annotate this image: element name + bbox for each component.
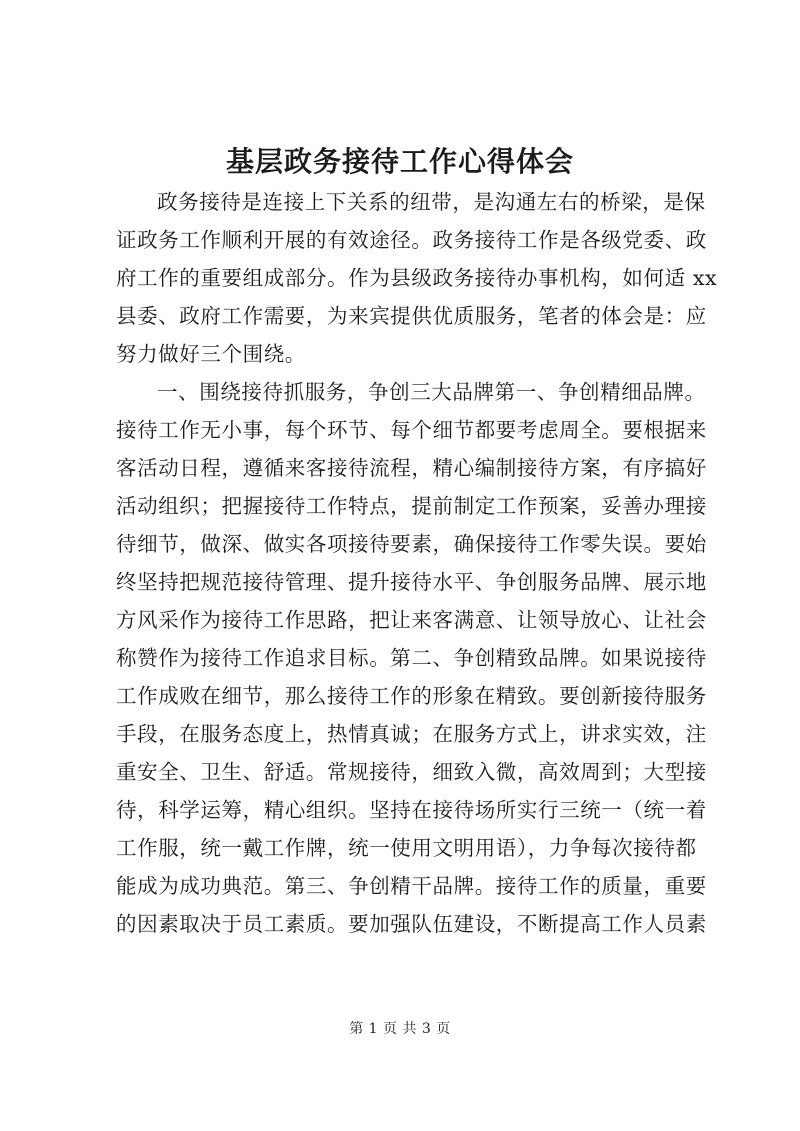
text-line: 努力做好三个围绕。 [116, 342, 306, 366]
text-line: 工作成败在细节，那么接待工作的形象在精致。要创新接待服务 [116, 684, 707, 708]
text-line: 活动组织；把握接待工作特点，提前制定工作预案，妥善办理接 [116, 494, 707, 518]
text-line: 称赞作为接待工作追求目标。第二、争创精致品牌。如果说接待 [116, 646, 707, 670]
text-line: 终坚持把规范接待管理、提升接待水平、争创服务品牌、展示地 [116, 570, 707, 594]
text-line: 方风采作为接待工作思路，把让来客满意、让领导放心、让社会 [116, 608, 707, 632]
text-line: 工作服，统一戴工作牌，统一使用文明用语），力争每次接待都 [116, 836, 697, 860]
text-line: 县委、政府工作需要，为来宾提供优质服务，笔者的体会是：应 [116, 304, 707, 328]
text-line: 能成为成功典范。第三、争创精干品牌。接待工作的质量，重要 [116, 874, 707, 898]
text-line: 的因素取决于员工素质。要加强队伍建设，不断提高工作人员素 [116, 912, 707, 936]
text-line: 证政务工作顺利开展的有效途径。政务接待工作是各级党委、政 [116, 228, 707, 252]
document-body [116, 183, 718, 943]
text-line: 客活动日程，遵循来客接待流程，精心编制接待方案，有序搞好 [116, 456, 707, 480]
text-line: 府工作的重要组成部分。作为县级政务接待办事机构，如何适 xx [116, 266, 718, 290]
text-line: 待细节，做深、做实各项接待要素，确保接待工作零失误。要始 [116, 532, 707, 556]
page-footer: 第 1 页 共 3 页 [349, 1021, 451, 1037]
text-line: 手段，在服务态度上，热情真诚；在服务方式上，讲求实效，注 [116, 722, 707, 746]
text-line: 重安全、卫生、舒适。常规接待，细致入微，高效周到；大型接 [116, 760, 707, 784]
text-line: 政务接待是连接上下关系的纽带，是沟通左右的桥梁，是保 [157, 190, 706, 214]
document-title: 基层政务接待工作心得体会 [225, 145, 574, 178]
text-line: 一、围绕接待抓服务，争创三大品牌第一、争创精细品牌。 [157, 380, 706, 404]
text-line: 待，科学运筹，精心组织。坚持在接待场所实行三统一（统一着 [116, 798, 707, 822]
text-line: 接待工作无小事，每个环节、每个细节都要考虑周全。要根据来 [116, 418, 707, 442]
